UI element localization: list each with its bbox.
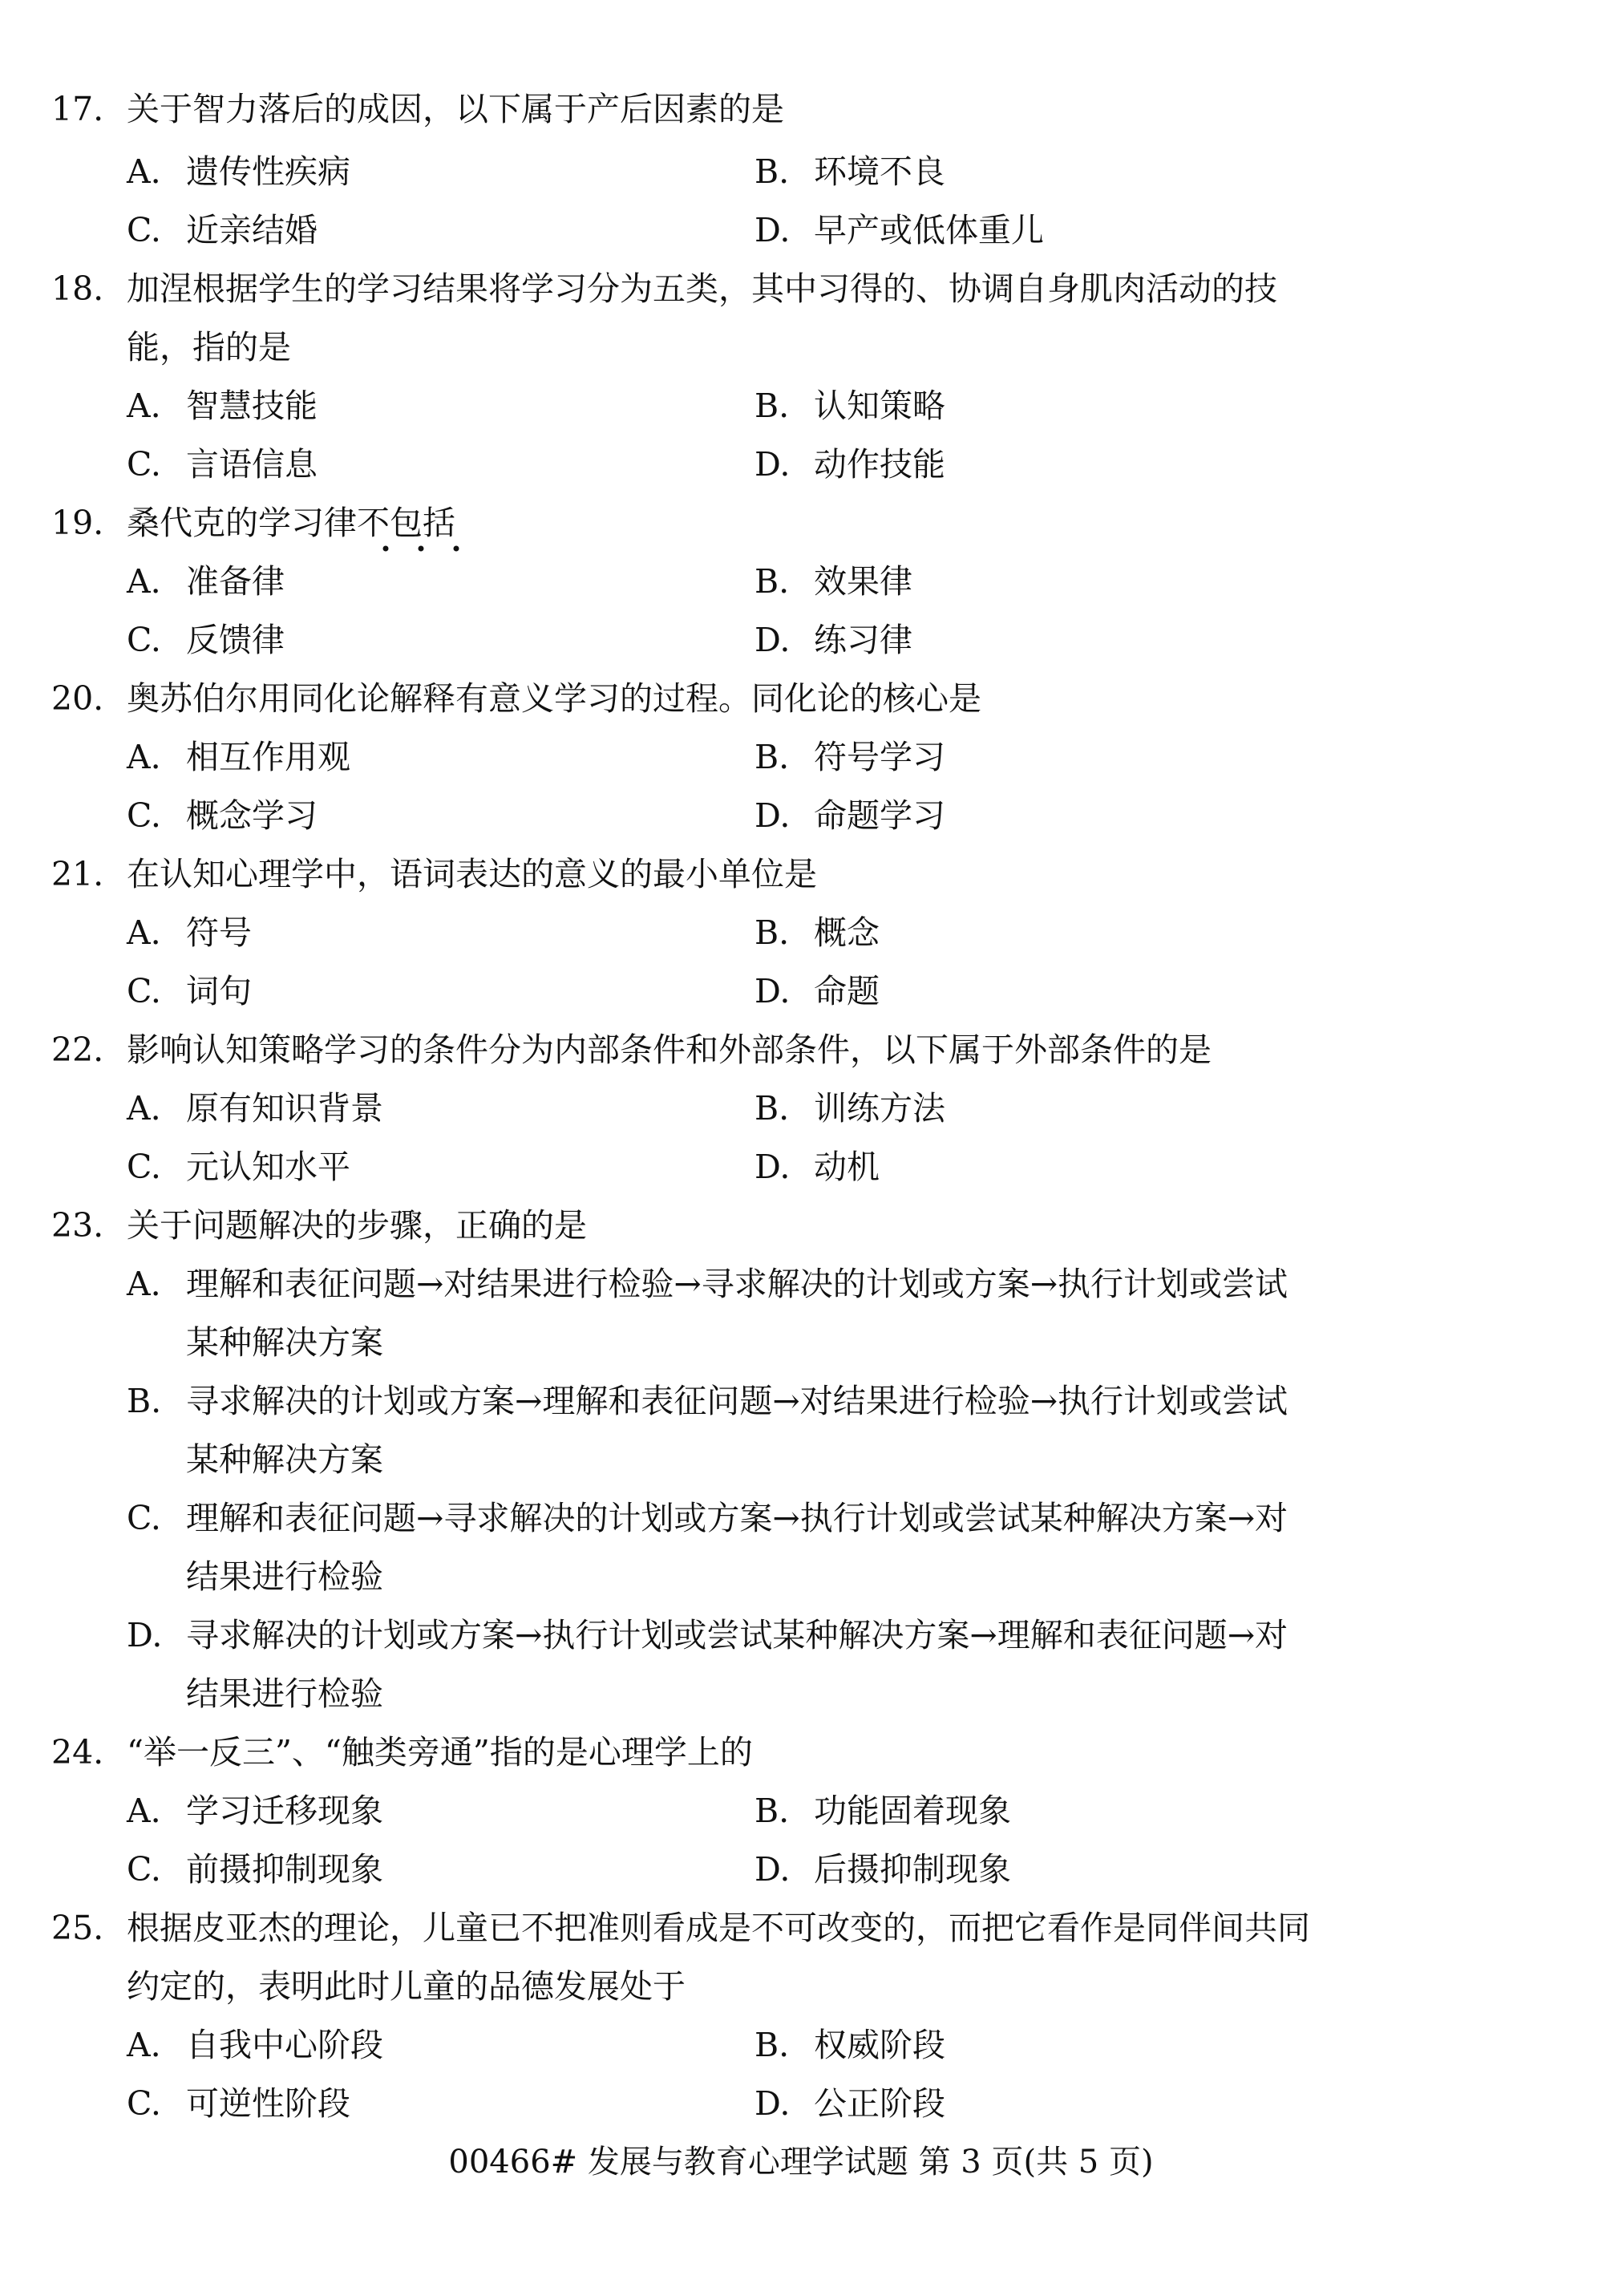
option-letter: C. [127, 1499, 161, 1537]
question-stem: 桑代克的学习律不包括 [127, 504, 455, 542]
question-17-stem-line [0, 80, 1602, 138]
option-text: 准备律 [186, 562, 285, 601]
option-text: 早产或低体重儿 [814, 211, 1044, 249]
option-text: 遗传性疾病 [186, 152, 350, 191]
option-text: 结果进行检验 [186, 1674, 383, 1713]
question-stem: 影响认知策略学习的条件分为内部条件和外部条件，以下属于外部条件的是 [127, 1031, 1212, 1069]
option-text: 认知策略 [814, 387, 945, 425]
option-letter: B. [754, 152, 790, 191]
option-letter: D. [127, 1616, 163, 1654]
option-letter: B. [754, 387, 790, 425]
question-number: 21. [51, 855, 104, 893]
question-18-stem-line [0, 260, 1602, 318]
option-letter: A. [127, 1265, 161, 1303]
question-stem: 在认知心理学中，语词表达的意义的最小单位是 [127, 855, 817, 893]
option-letter: D. [754, 445, 791, 484]
option-row-full [0, 1489, 1602, 1547]
option-text: 可逆性阶段 [186, 2084, 350, 2123]
option-row [0, 962, 1602, 1020]
option-letter: C. [127, 621, 161, 659]
question-stem: 奥苏伯尔用同化论解释有意义学习的过程。同化论的核心是 [127, 679, 981, 718]
option-row [0, 1782, 1602, 1840]
option-row [0, 2075, 1602, 2132]
question-20-stem-line [0, 670, 1602, 727]
option-letter: B. [754, 913, 790, 952]
option-letter: D. [754, 2084, 791, 2123]
option-letter: B. [754, 562, 790, 601]
option-letter: C. [127, 1148, 161, 1186]
option-text: 动作技能 [814, 445, 945, 484]
option-text: 环境不良 [814, 152, 945, 191]
option-text: 前摄抑制现象 [186, 1850, 383, 1889]
option-text: 学习迁移现象 [186, 1792, 383, 1830]
option-text: 某种解决方案 [186, 1440, 383, 1479]
option-text: 训练方法 [814, 1089, 945, 1128]
option-row [0, 201, 1602, 259]
option-row [0, 377, 1602, 435]
option-letter: B. [754, 738, 790, 776]
question-stem: 能，指的是 [127, 328, 291, 366]
option-letter: D. [754, 796, 791, 835]
option-row [0, 1138, 1602, 1196]
option-letter: C. [127, 2084, 161, 2123]
question-21-stem-line [0, 845, 1602, 903]
option-row [0, 787, 1602, 844]
question-stem: 关于问题解决的步骤，正确的是 [127, 1206, 587, 1245]
option-text: 练习律 [814, 621, 912, 659]
option-letter: C. [127, 445, 161, 484]
question-25-stem-line [0, 1899, 1602, 1957]
option-text: 言语信息 [186, 445, 318, 484]
option-letter: D. [754, 972, 791, 1010]
question-stem: 约定的，表明此时儿童的品德发展处于 [127, 1967, 686, 2006]
option-row [0, 904, 1602, 962]
option-row [0, 2016, 1602, 2074]
option-letter: A. [127, 387, 161, 425]
option-letter: C. [127, 972, 161, 1010]
option-row-full [0, 1255, 1602, 1313]
question-19-stem-line [0, 494, 1602, 552]
question-stem-continuation [0, 1958, 1602, 2015]
option-text: 寻求解决的计划或方案→理解和表征问题→对结果进行检验→执行计划或尝试 [186, 1382, 1288, 1420]
option-text: 反馈律 [186, 621, 285, 659]
question-24-stem-line [0, 1723, 1602, 1781]
option-row [0, 553, 1602, 610]
question-23-stem-line [0, 1197, 1602, 1254]
option-letter: A. [127, 562, 161, 601]
option-row [0, 728, 1602, 786]
option-text: 命题学习 [814, 796, 945, 835]
option-row [0, 611, 1602, 669]
option-text: 符号学习 [814, 738, 945, 776]
question-number: 18. [51, 269, 104, 308]
option-text: 概念学习 [186, 796, 318, 835]
option-text: 理解和表征问题→对结果进行检验→寻求解决的计划或方案→执行计划或尝试 [186, 1265, 1288, 1303]
option-letter: D. [754, 1148, 791, 1186]
option-text: 结果进行检验 [186, 1557, 383, 1596]
question-number: 19. [51, 504, 104, 542]
option-letter: C. [127, 1850, 161, 1889]
option-letter: C. [127, 796, 161, 835]
option-letter: A. [127, 2026, 161, 2064]
option-text: 功能固着现象 [814, 1792, 1011, 1830]
option-text: 后摄抑制现象 [814, 1850, 1011, 1889]
option-letter: A. [127, 152, 161, 191]
option-text: 符号 [186, 913, 252, 952]
option-text: 相互作用观 [186, 738, 350, 776]
option-text: 自我中心阶段 [186, 2026, 383, 2064]
option-text: 寻求解决的计划或方案→执行计划或尝试某种解决方案→理解和表征问题→对 [186, 1616, 1288, 1654]
option-row-continuation [0, 1431, 1602, 1488]
option-row-continuation [0, 1548, 1602, 1606]
option-letter: C. [127, 211, 161, 249]
option-row [0, 143, 1602, 200]
option-row [0, 1840, 1602, 1898]
option-text: 近亲结婚 [186, 211, 318, 249]
question-number: 22. [51, 1031, 104, 1069]
option-row-continuation [0, 1314, 1602, 1371]
option-row-continuation [0, 1665, 1602, 1723]
question-stem-continuation [0, 318, 1602, 376]
option-text: 理解和表征问题→寻求解决的计划或方案→执行计划或尝试某种解决方案→对 [186, 1499, 1288, 1537]
option-letter: D. [754, 621, 791, 659]
question-number: 23. [51, 1206, 104, 1245]
option-text: 权威阶段 [814, 2026, 945, 2064]
question-stem: 根据皮亚杰的理论，儿童已不把准则看成是不可改变的，而把它看作是同伴间共同 [127, 1909, 1310, 1947]
question-number: 17. [51, 90, 104, 128]
question-number: 20. [51, 679, 104, 718]
question-22-stem-line [0, 1021, 1602, 1079]
option-text: 概念 [814, 913, 880, 952]
question-stem: 关于智力落后的成因，以下属于产后因素的是 [127, 90, 784, 128]
option-letter: D. [754, 211, 791, 249]
option-row [0, 435, 1602, 493]
option-row-full [0, 1372, 1602, 1430]
option-text: 命题 [814, 972, 880, 1010]
option-text: 原有知识背景 [186, 1089, 383, 1128]
option-letter: A. [127, 1089, 161, 1128]
option-text: 词句 [186, 972, 252, 1010]
option-letter: D. [754, 1850, 791, 1889]
option-row [0, 1079, 1602, 1137]
option-letter: A. [127, 913, 161, 952]
question-number: 24. [51, 1733, 104, 1772]
option-text: 元认知水平 [186, 1148, 350, 1186]
question-stem: “举一反三”、“触类旁通”指的是心理学上的 [127, 1733, 753, 1772]
page-footer: 00466# 发展与教育心理学试题 第 3 页(共 5 页) [448, 2144, 1154, 2181]
option-letter: B. [754, 1792, 790, 1830]
option-row-full [0, 1606, 1602, 1664]
question-stem: 加涅根据学生的学习结果将学习分为五类，其中习得的、协调自身肌肉活动的技 [127, 269, 1277, 308]
question-number: 25. [51, 1909, 104, 1947]
option-letter: A. [127, 738, 161, 776]
option-text: 动机 [814, 1148, 880, 1186]
option-letter: A. [127, 1792, 161, 1830]
option-text: 公正阶段 [814, 2084, 945, 2123]
option-letter: B. [127, 1382, 162, 1420]
option-text: 智慧技能 [186, 387, 318, 425]
option-letter: B. [754, 1089, 790, 1128]
option-letter: B. [754, 2026, 790, 2064]
option-text: 效果律 [814, 562, 912, 601]
option-text: 某种解决方案 [186, 1323, 383, 1362]
